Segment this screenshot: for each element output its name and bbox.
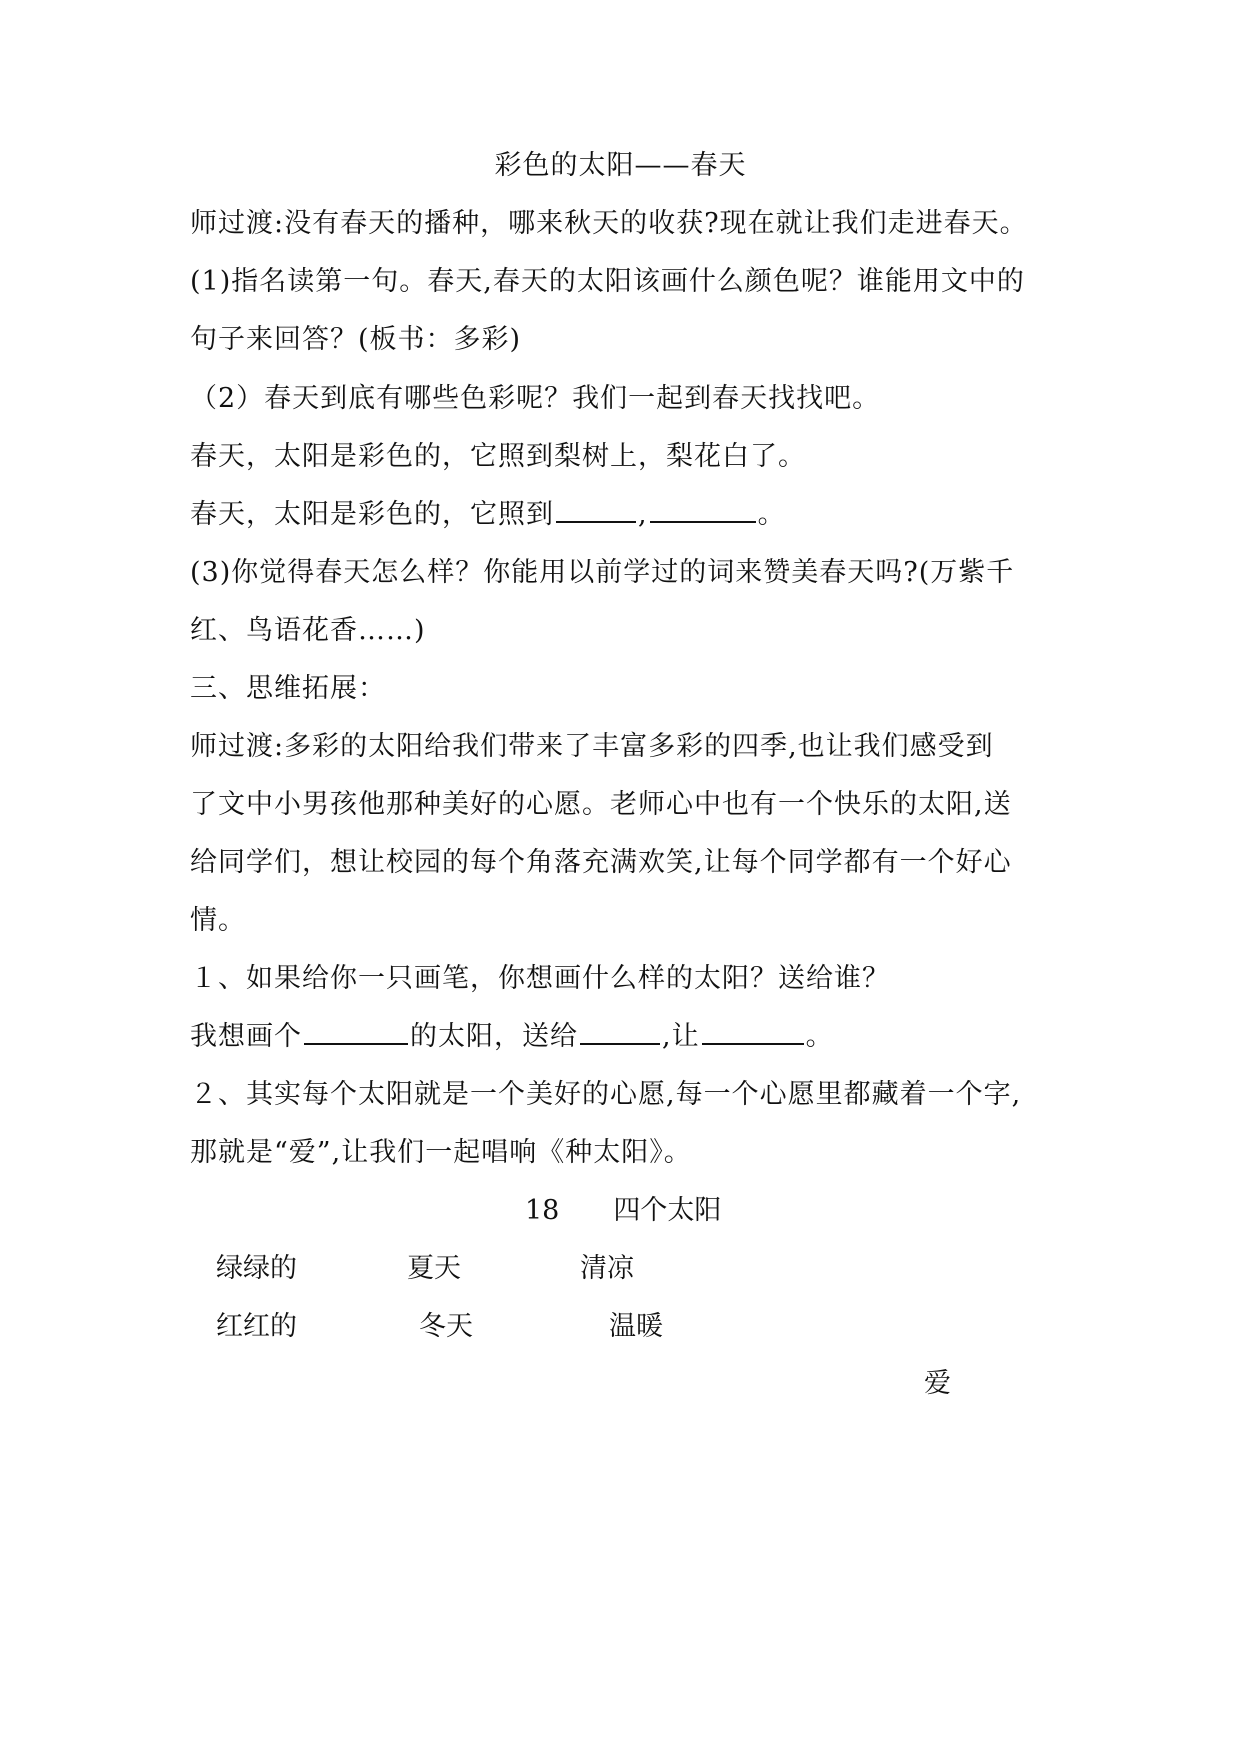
paragraph-transition-2-line-4: 情。: [190, 905, 246, 936]
board-heading: 18 四个太阳: [525, 1195, 722, 1226]
fill-blank-1-prefix: 春天，太阳是彩色的，它照到: [190, 499, 554, 530]
blank-line: [650, 495, 756, 523]
board-row-1-adjective: 绿绿的: [216, 1253, 297, 1284]
blank-line: [556, 495, 636, 523]
fill-blank-2-part-c: ,让: [662, 1021, 700, 1052]
board-row-1-feeling: 清凉: [580, 1253, 634, 1284]
fill-blank-2-part-a: 我想画个: [190, 1021, 302, 1052]
blank-line: [702, 1017, 804, 1045]
document-title: 彩色的太阳——春天: [494, 150, 747, 181]
section-heading-extension: 三、思维拓展：: [190, 673, 386, 704]
paragraph-question-1-line-1: (1)指名读第一句。春天,春天的太阳该画什么颜色呢？谁能用文中的: [190, 266, 1025, 297]
paragraph-question-2: （2）春天到底有哪些色彩呢？我们一起到春天找找吧。: [190, 383, 881, 414]
board-row-1-season: 夏天: [407, 1253, 461, 1284]
board-row-2-season: 冬天: [419, 1311, 473, 1342]
paragraph-transition-2-line-2: 了文中小男孩他那种美好的心愿。老师心中也有一个快乐的太阳,送: [190, 789, 1012, 820]
blank-line: [580, 1017, 660, 1045]
fill-blank-2-part-d: 。: [805, 1021, 834, 1052]
paragraph-transition-2-line-3: 给同学们，想让校园的每个角落充满欢笑,让每个同学都有一个好心: [190, 847, 1012, 878]
paragraph-example-sentence: 春天，太阳是彩色的，它照到梨树上，梨花白了。: [190, 441, 806, 472]
board-row-2-feeling: 温暖: [609, 1311, 663, 1342]
paragraph-task-1: １、如果给你一只画笔，你想画什么样的太阳？送给谁？: [190, 963, 890, 994]
board-love: 爱: [924, 1368, 951, 1399]
paragraph-question-1-line-2: 句子来回答？(板书：多彩): [190, 324, 522, 355]
fill-blank-1-end: 。: [757, 499, 786, 530]
paragraph-fill-blank-2: [190, 1017, 834, 1057]
fill-blank-2-part-b: 的太阳，送给: [410, 1021, 578, 1052]
paragraph-question-3-line-1: (3)你觉得春天怎么样？你能用以前学过的词来赞美春天吗?(万紫千: [190, 557, 1015, 588]
paragraph-task-2-line-1: ２、其实每个太阳就是一个美好的心愿,每一个心愿里都藏着一个字,: [190, 1079, 1022, 1110]
paragraph-transition-2-line-1: 师过渡:多彩的太阳给我们带来了丰富多彩的四季,也让我们感受到: [190, 731, 994, 762]
board-row-2-adjective: 红红的: [216, 1311, 297, 1342]
blank-line: [304, 1017, 408, 1045]
paragraph-transition-1: 师过渡:没有春天的播种，哪来秋天的收获?现在就让我们走进春天。: [190, 208, 1028, 239]
fill-blank-1-comma: ,: [638, 499, 648, 530]
paragraph-fill-blank-1: [190, 495, 786, 535]
paragraph-task-2-line-2: 那就是“爱”,让我们一起唱响《种太阳》。: [190, 1137, 692, 1168]
paragraph-question-3-line-2: 红、鸟语花香……): [190, 615, 426, 646]
